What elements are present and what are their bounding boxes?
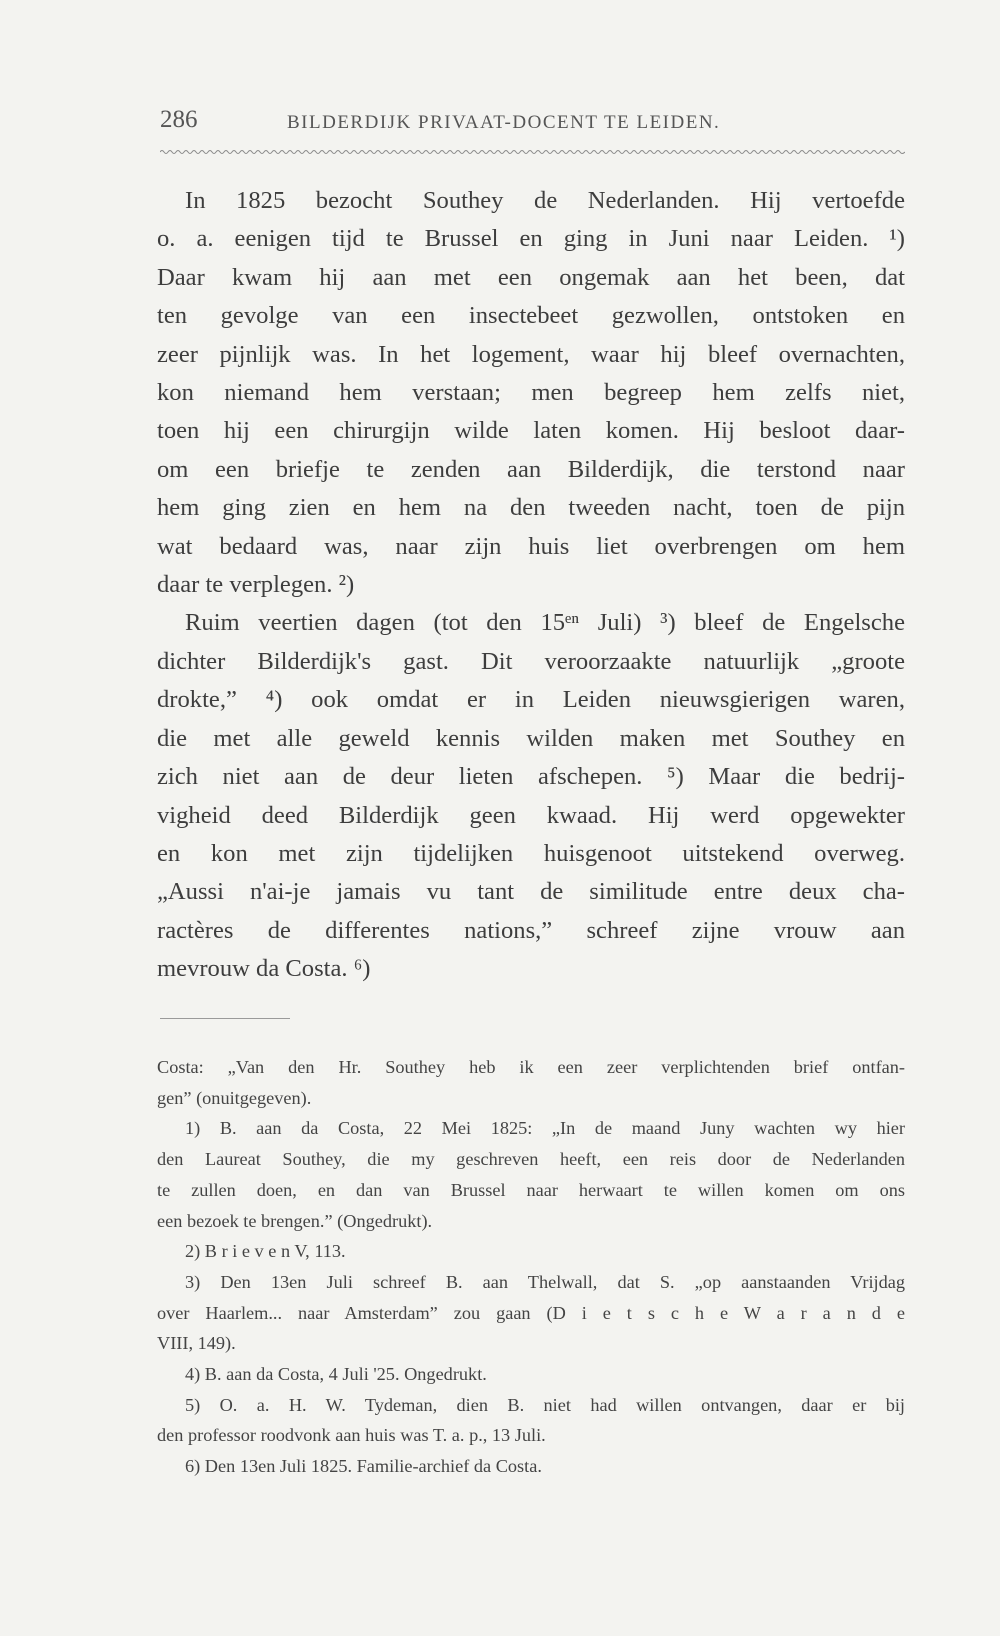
body-line: om een briefje te zenden aan Bilderdijk, die terstond naar [157,455,905,483]
footnote-line: 6) Den 13en Juli 1825. Familie-archief da Costa. [185,1456,542,1477]
body-line: Daar kwam hij aan met een ongemak aan het been, dat [157,263,905,291]
body-line: dichter Bilderdijk's gast. Dit veroorzaakte natuurlijk „groote [157,647,905,675]
body-line: Ruim veertien dagen (tot den 15ᵉⁿ Juli) ³) bleef de Engelsche [185,609,905,637]
footnote-line: VIII, 149). [157,1333,236,1354]
footnote-line: Costa: „Van den Hr. Southey heb ik een zeer verplichtenden brief ontfan- [157,1057,905,1077]
wavy-rule-ornament [160,148,905,156]
body-line: zeer pijnlijk was. In het logement, waar hij bleef overnachten, [157,340,905,368]
footnote-line: 4) B. aan da Costa, 4 Juli '25. Ongedrukt. [185,1364,487,1385]
footnote-line: een bezoek te brengen.” (Ongedrukt). [157,1210,433,1231]
body-line: daar te verplegen. ²) [157,571,355,599]
body-line: ractères de differentes nations,” schreef zijne vrouw aan [157,916,905,944]
body-line: zich niet aan de deur lieten afschepen. ⁵) Maar die bedrij- [157,763,905,791]
body-line: o. a. eenigen tijd te Brussel en ging in Juni naar Leiden. ¹) [157,225,905,253]
body-line: die met alle geweld kennis wilden maken met Southey en [157,724,905,752]
footnote-line: gen” (onuitgegeven). [157,1087,312,1108]
body-line: „Aussi n'ai-je jamais vu tant de similitude entre deux cha- [157,878,905,906]
body-line: ten gevolge van een insectebeet gezwollen, ontstoken en [157,302,905,330]
body-line: vigheid deed Bilderdijk geen kwaad. Hij werd opgewekter [157,801,905,829]
footnote-line: den Laureat Southey, die my geschreven heeft, een reis door de Nederlanden [157,1149,905,1170]
body-text [157,182,905,989]
footnote-separator [160,1018,290,1019]
footnote-line: 5) O. a. H. W. Tydeman, dien B. niet had willen ontvangen, daar er bij [185,1394,905,1415]
body-line: drokte,” ⁴) ook omdat er in Leiden nieuwsgierigen waren, [157,686,905,714]
running-title: BILDERDIJK PRIVAAT-DOCENT TE LEIDEN. [287,112,721,133]
body-line: hem ging zien en hem na den tweeden nacht, toen de pijn [157,494,905,522]
footnote-line: te zullen doen, en dan van Brussel naar herwaart te willen komen om ons [157,1179,905,1200]
body-line: kon niemand hem verstaan; men begreep hem zelfs niet, [157,379,905,407]
page-header [160,106,905,146]
body-line: en kon met zijn tijdelijken huisgenoot uitstekend overweg. [157,839,905,867]
body-line: mevrouw da Costa. ⁶) [157,955,371,983]
footnote-line: 2) B r i e v e n V, 113. [185,1241,346,1262]
page-number: 286 [160,106,198,133]
footnote-line: den professor roodvonk aan huis was T. a. p., 13 Juli. [157,1425,546,1446]
footnote-line: 3) Den 13en Juli schreef B. aan Thelwall, dat S. „op aanstaanden Vrijdag [185,1271,905,1292]
body-line: toen hij een chirurgijn wilde laten komen. Hij besloot daar- [157,417,905,445]
footnote-line: 1) B. aan da Costa, 22 Mei 1825: „In de maand Juny wachten wy hier [185,1118,905,1139]
footnotes [157,1052,905,1482]
body-line: wat bedaard was, naar zijn huis liet overbrengen om hem [157,532,905,560]
body-line: In 1825 bezocht Southey de Nederlanden. Hij vertoefde [185,187,905,214]
footnote-line: over Haarlem... naar Amsterdam” zou gaan (D i e t s c h e W a r a n d e [157,1302,905,1323]
